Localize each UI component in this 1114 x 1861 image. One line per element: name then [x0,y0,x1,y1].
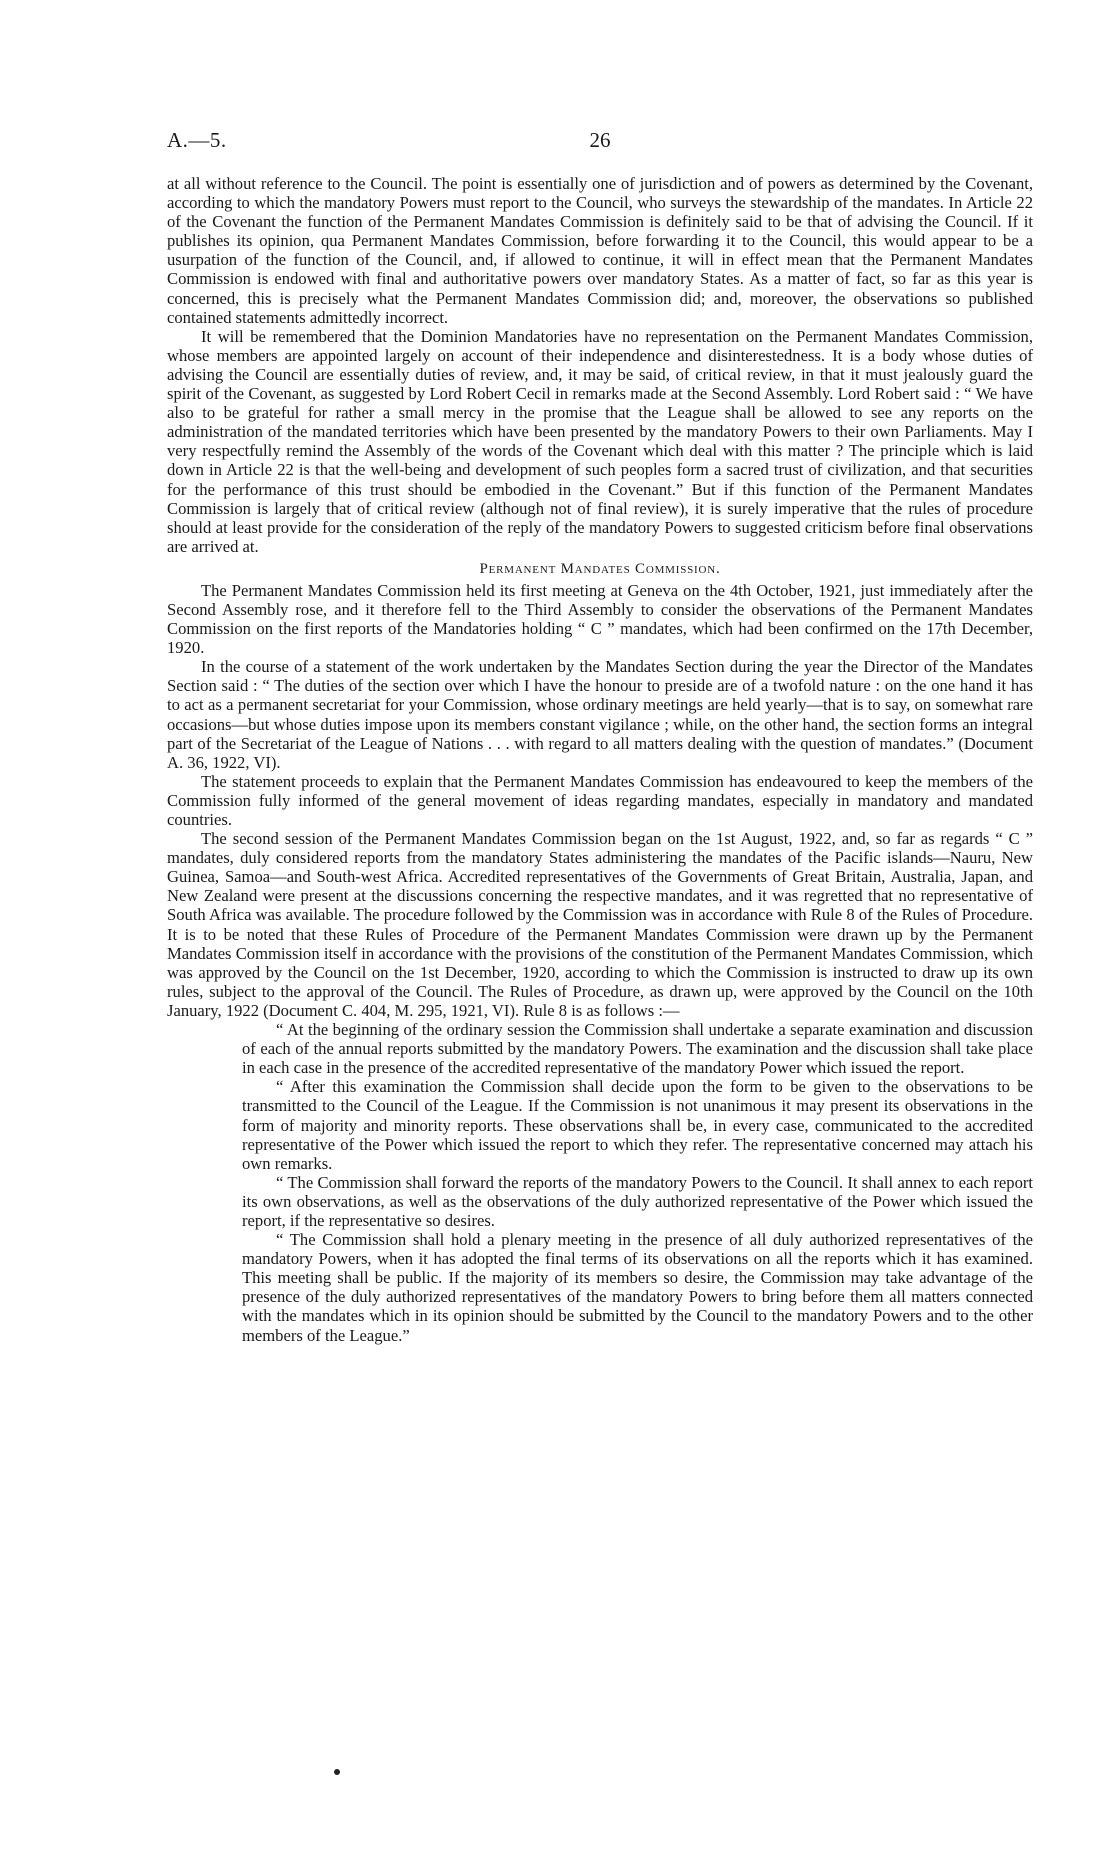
page-mark-dot [334,1769,340,1775]
quote-rule-8-part-4: “ The Commission shall hold a plenary meeting in the presence of all duly authorized representatives of the mandatory Powers, when it has adopted the final terms of its observations on all the reports which it has examined. This meeting shall be public. If the majority of its members so desire, the Commission may take advantage of the presence of the duly authorized representatives of the mandatory Powers to bring before them all matters connected with the mandates which in its opinion should be submitted by the Council to the mandatory Powers and to the other members of the League.” [242,1230,1033,1345]
paragraph-first-meeting: The Permanent Mandates Commission held its first meeting at Geneva on the 4th October, 1921, just immediately after the Second Assembly rose, and it therefore fell to the Third Assembly to consider the observations of the Permanent Mandates Commission on the first reports of the Mandatories holding “ C ” mandates, which had been confirmed on the 17th December, 1920. [167,580,1033,658]
paragraph-second-session: The second session of the Permanent Mandates Commission began on the 1st August, 1922, and, so far as regards “ C ” mandates, duly considered reports from the mandatory States administering the mandates of the Pacific islands—Nauru, New Guinea, Samoa—and South-west Africa. Accredited representatives of the Governments of Great Britain, Australia, Japan, and New Zealand were present at the discussions concerning the respective mandates, and it was regretted that no representative of South Africa was available. The procedure followed by the Commission was in accordance with Rule 8 of the Rules of Procedure. It is to be noted that these Rules of Procedure of the Permanent Mandates Commission were drawn up by the Permanent Mandates Commission itself in accordance with the provisions of the constitution of the Permanent Mandates Commission, which was approved by the Council on the 1st December, 1920, according to which the Commission is instructed to draw up its own rules, subject to the approval of the Council. The Rules of Procedure, as drawn up, were approved by the Council on the 10th January, 1922 (Document C. 404, M. 295, 1921, VI). Rule 8 is as follows :— [167,829,1033,1020]
quote-rule-8-part-1: “ At the beginning of the ordinary session the Commission shall undertake a separate examination and discussion of each of the annual reports submitted by the mandatory Powers. The examination and the discussion shall take place in each case in the presence of the accredited representative of the mandatory Power which issued the report. [242,1020,1033,1078]
paragraph-jurisdiction: at all without reference to the Council. The point is essentially one of jurisdiction and of powers as determined by the Covenant, according to which the mandatory Powers must report to the Council, who surveys the stewardship of the mandates. In Article 22 of the Covenant the function of the Permanent Mandates Commission is definitely said to be that of advising the Council. If it publishes its opinion, qua Permanent Mandates Commission, before forwarding it to the Council, this would appear to be a usurpation of the function of the Council, and, if allowed to continue, it will in effect mean that the Permanent Mandates Commission is endowed with final and authoritative powers over mandatory States. As a matter of fact, so far as this year is concerned, this is precisely what the Permanent Mandates Commission did; and, moreover, the observations so published contained statements admittedly incorrect. [167,174,1033,327]
document-code: A.—5. [167,128,227,152]
page-header [167,128,1033,162]
paragraph-dominion-mandatories: It will be remembered that the Dominion Mandatories have no representation on the Permanent Mandates Commission, whose members are appointed largely on account of their independence and disinterestedness. It is a body whose duties of advising the Council are essentially duties of review, and, it may be said, of critical review, in that it must jealously guard the spirit of the Covenant, as suggested by Lord Robert Cecil in remarks made at the Second Assembly. Lord Robert said : “ We have also to be grateful for rather a small mercy in the promise that the League shall be allowed to see any reports on the administration of the mandated territories which have been presented by the mandatory Powers to their own Parliaments. May I very respectfully remind the Assembly of the words of the Covenant which deal with this matter ? The principle which is laid down in Article 22 is that the well-being and development of such peoples form a sacred trust of civilization, and that securities for the performance of this trust should be embodied in the Covenant.” But if this function of the Permanent Mandates Commission is largely that of critical review (although not of final review), it is surely imperative that the rules of procedure should at least provide for the consideration of the reply of the mandatory Powers to suggested criticism before final observations are arrived at. [167,326,1033,556]
section-heading: Permanent Mandates Commission. [479,560,721,577]
document-page [167,128,1033,1345]
page-number: 26 [589,128,611,152]
paragraph-mandates-section-statement: In the course of a statement of the work undertaken by the Mandates Section during the year the Director of the Mandates Section said : “ The duties of the section over which I have the honour to preside are of a twofold nature : on the one hand it has to act as a permanent secretariat for your Commission, whose ordinary meetings are held yearly—that is to say, on somewhat rare occasions—but whose duties impose upon its members constant vigilance ; while, on the other hand, the section forms an integral part of the Secretariat of the League of Nations . . . with regard to all matters dealing with the question of mandates.” (Document A. 36, 1922, VI). [167,657,1033,772]
quote-rule-8-part-3: “ The Commission shall forward the reports of the mandatory Powers to the Council. It shall annex to each report its own observations, as well as the observations of the duly authorized representative of the Power which issued the report, if the representative so desires. [242,1172,1033,1230]
quote-rule-8-part-2: “ After this examination the Commission shall decide upon the form to be given to the observations to be transmitted to the Council of the League. If the Commission is not unanimous it may present its observations in the form of majority and minority reports. These observations shall be, in every case, communicated to the accredited representative of the Power which issued the report to which they refer. The representative concerned may attach his own remarks. [242,1077,1033,1173]
paragraph-statement-proceeds: The statement proceeds to explain that the Permanent Mandates Commission has endeavoured to keep the members of the Commission fully informed of the general movement of ideas regarding mandates, especially in mandatory and mandated countries. [167,771,1033,829]
